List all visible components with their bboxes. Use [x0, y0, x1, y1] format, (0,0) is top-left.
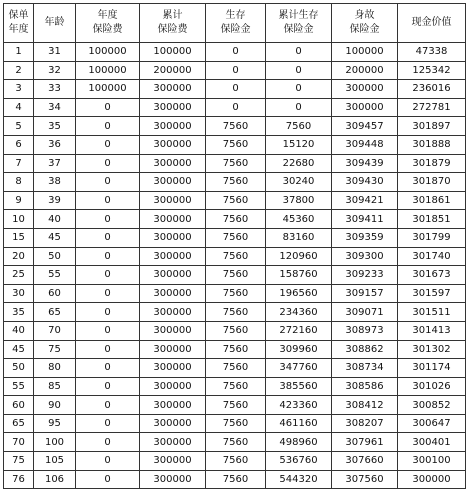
cell-age: 55 [34, 266, 76, 285]
cell-cumulative-survival-benefit: 83160 [266, 228, 332, 247]
cell-death-benefit: 309457 [332, 117, 398, 136]
cell-cumulative-survival-benefit: 544320 [266, 470, 332, 489]
header-label-line: 生存 [225, 10, 246, 21]
cell-cash-value: 301302 [398, 340, 466, 359]
header-age [34, 4, 76, 43]
cell-age: 38 [34, 173, 76, 192]
cell-annual-premium: 0 [76, 470, 140, 489]
cell-death-benefit: 200000 [332, 61, 398, 80]
cell-annual-premium: 0 [76, 154, 140, 173]
cell-age: 50 [34, 247, 76, 266]
cell-policy-year: 8 [4, 173, 34, 192]
table-row [4, 321, 466, 340]
cell-cash-value: 301026 [398, 377, 466, 396]
cell-cash-value: 47338 [398, 43, 466, 62]
cell-policy-year: 1 [4, 43, 34, 62]
cell-cumulative-premium: 300000 [140, 433, 206, 452]
cell-age: 75 [34, 340, 76, 359]
cell-age: 100 [34, 433, 76, 452]
table-row [4, 414, 466, 433]
cell-annual-premium: 0 [76, 433, 140, 452]
cell-death-benefit: 309233 [332, 266, 398, 285]
header-label-line: 身故 [354, 10, 375, 21]
cell-cumulative-survival-benefit: 15120 [266, 135, 332, 154]
cell-annual-premium: 100000 [76, 61, 140, 80]
cell-survival-benefit: 7560 [206, 191, 266, 210]
cell-death-benefit: 308734 [332, 359, 398, 378]
header-row [4, 4, 466, 43]
cell-cumulative-premium: 300000 [140, 247, 206, 266]
cell-age: 105 [34, 452, 76, 471]
cell-annual-premium: 0 [76, 135, 140, 154]
cell-death-benefit: 309071 [332, 303, 398, 322]
cell-cumulative-premium: 300000 [140, 228, 206, 247]
cell-age: 36 [34, 135, 76, 154]
cell-cash-value: 301511 [398, 303, 466, 322]
cell-cumulative-survival-benefit: 30240 [266, 173, 332, 192]
table-row [4, 284, 466, 303]
cell-cumulative-premium: 300000 [140, 359, 206, 378]
cell-cumulative-premium: 300000 [140, 210, 206, 229]
cell-cash-value: 301861 [398, 191, 466, 210]
cell-cumulative-survival-benefit: 423360 [266, 396, 332, 415]
cell-cumulative-survival-benefit: 272160 [266, 321, 332, 340]
cell-cash-value: 125342 [398, 61, 466, 80]
cell-policy-year: 50 [4, 359, 34, 378]
cell-annual-premium: 0 [76, 284, 140, 303]
cell-age: 85 [34, 377, 76, 396]
cell-cumulative-survival-benefit: 22680 [266, 154, 332, 173]
header-label-line: 年度 [97, 10, 118, 21]
cell-survival-benefit: 7560 [206, 284, 266, 303]
cell-cumulative-survival-benefit: 536760 [266, 452, 332, 471]
header-cumulative-survival-benefit [266, 4, 332, 43]
cell-survival-benefit: 7560 [206, 452, 266, 471]
cell-annual-premium: 0 [76, 414, 140, 433]
table-row [4, 80, 466, 99]
cell-cumulative-survival-benefit: 196560 [266, 284, 332, 303]
cell-survival-benefit: 7560 [206, 117, 266, 136]
cell-cumulative-survival-benefit: 120960 [266, 247, 332, 266]
header-label-line: 累计生存 [278, 10, 319, 21]
cell-annual-premium: 0 [76, 377, 140, 396]
table-row [4, 452, 466, 471]
cell-cumulative-premium: 300000 [140, 191, 206, 210]
cell-cumulative-survival-benefit: 0 [266, 43, 332, 62]
cell-death-benefit: 309359 [332, 228, 398, 247]
cell-age: 37 [34, 154, 76, 173]
cell-age: 35 [34, 117, 76, 136]
cell-survival-benefit: 7560 [206, 173, 266, 192]
table-row [4, 98, 466, 117]
cell-annual-premium: 0 [76, 452, 140, 471]
header-label-line: 保险金 [220, 24, 251, 35]
cell-age: 40 [34, 210, 76, 229]
cell-cumulative-premium: 100000 [140, 43, 206, 62]
cell-cumulative-premium: 300000 [140, 173, 206, 192]
cell-policy-year: 30 [4, 284, 34, 303]
cell-cumulative-survival-benefit: 45360 [266, 210, 332, 229]
cell-cash-value: 301597 [398, 284, 466, 303]
cell-survival-benefit: 7560 [206, 247, 266, 266]
header-label-line: 现金价值 [411, 17, 452, 28]
cell-policy-year: 65 [4, 414, 34, 433]
header-label-line: 年度 [8, 24, 29, 35]
cell-age: 106 [34, 470, 76, 489]
cell-death-benefit: 309300 [332, 247, 398, 266]
cell-age: 70 [34, 321, 76, 340]
cell-age: 45 [34, 228, 76, 247]
cell-cumulative-premium: 300000 [140, 396, 206, 415]
cell-cumulative-survival-benefit: 0 [266, 98, 332, 117]
table-body [4, 43, 466, 489]
cell-cash-value: 301879 [398, 154, 466, 173]
header-label-line: 年龄 [44, 17, 65, 28]
cell-death-benefit: 307560 [332, 470, 398, 489]
header-label-line: 保险金 [349, 24, 380, 35]
cell-cumulative-premium: 300000 [140, 377, 206, 396]
table-row [4, 210, 466, 229]
cell-cumulative-premium: 200000 [140, 61, 206, 80]
header-annual-premium [76, 4, 140, 43]
table-row [4, 396, 466, 415]
table-row [4, 61, 466, 80]
cell-policy-year: 3 [4, 80, 34, 99]
cell-cumulative-premium: 300000 [140, 470, 206, 489]
cell-cash-value: 301673 [398, 266, 466, 285]
cell-policy-year: 75 [4, 452, 34, 471]
cell-cumulative-premium: 300000 [140, 321, 206, 340]
cell-cash-value: 301888 [398, 135, 466, 154]
cell-cumulative-survival-benefit: 309960 [266, 340, 332, 359]
cell-annual-premium: 0 [76, 117, 140, 136]
cell-survival-benefit: 7560 [206, 154, 266, 173]
cell-age: 39 [34, 191, 76, 210]
cell-age: 80 [34, 359, 76, 378]
cell-policy-year: 10 [4, 210, 34, 229]
cell-death-benefit: 308862 [332, 340, 398, 359]
cell-age: 60 [34, 284, 76, 303]
cell-cumulative-premium: 300000 [140, 284, 206, 303]
cell-cumulative-premium: 300000 [140, 135, 206, 154]
table-row [4, 377, 466, 396]
cell-survival-benefit: 7560 [206, 266, 266, 285]
cell-cumulative-premium: 300000 [140, 340, 206, 359]
table-row [4, 117, 466, 136]
header-death-benefit [332, 4, 398, 43]
table-header [4, 4, 466, 43]
cell-survival-benefit: 7560 [206, 303, 266, 322]
cell-cash-value: 300000 [398, 470, 466, 489]
table-row [4, 228, 466, 247]
cell-cash-value: 300401 [398, 433, 466, 452]
cell-cumulative-survival-benefit: 37800 [266, 191, 332, 210]
cell-death-benefit: 309439 [332, 154, 398, 173]
table-row [4, 266, 466, 285]
cell-annual-premium: 0 [76, 98, 140, 117]
cell-policy-year: 45 [4, 340, 34, 359]
cell-cash-value: 301897 [398, 117, 466, 136]
cell-annual-premium: 0 [76, 247, 140, 266]
cell-policy-year: 70 [4, 433, 34, 452]
header-survival-benefit [206, 4, 266, 43]
cell-cumulative-survival-benefit: 461160 [266, 414, 332, 433]
cell-annual-premium: 100000 [76, 80, 140, 99]
cell-age: 65 [34, 303, 76, 322]
cell-annual-premium: 0 [76, 191, 140, 210]
header-label-line: 累计 [162, 10, 183, 21]
cell-cash-value: 300100 [398, 452, 466, 471]
table-row [4, 247, 466, 266]
cell-death-benefit: 308586 [332, 377, 398, 396]
insurance-benefit-table [3, 3, 466, 489]
cell-annual-premium: 0 [76, 396, 140, 415]
cell-policy-year: 35 [4, 303, 34, 322]
header-label-line: 保险费 [92, 24, 123, 35]
cell-cumulative-premium: 300000 [140, 98, 206, 117]
cell-age: 31 [34, 43, 76, 62]
cell-cumulative-premium: 300000 [140, 414, 206, 433]
cell-cash-value: 301413 [398, 321, 466, 340]
cell-annual-premium: 0 [76, 340, 140, 359]
cell-death-benefit: 300000 [332, 98, 398, 117]
cell-age: 32 [34, 61, 76, 80]
cell-death-benefit: 308207 [332, 414, 398, 433]
cell-cumulative-survival-benefit: 7560 [266, 117, 332, 136]
cell-annual-premium: 0 [76, 228, 140, 247]
cell-annual-premium: 0 [76, 266, 140, 285]
cell-annual-premium: 0 [76, 321, 140, 340]
cell-survival-benefit: 0 [206, 61, 266, 80]
cell-survival-benefit: 7560 [206, 228, 266, 247]
cell-annual-premium: 100000 [76, 43, 140, 62]
table-row [4, 191, 466, 210]
table-row [4, 470, 466, 489]
cell-cash-value: 301870 [398, 173, 466, 192]
cell-death-benefit: 309411 [332, 210, 398, 229]
cell-death-benefit: 300000 [332, 80, 398, 99]
cell-cumulative-survival-benefit: 0 [266, 61, 332, 80]
cell-cumulative-premium: 300000 [140, 154, 206, 173]
cell-cumulative-premium: 300000 [140, 266, 206, 285]
cell-policy-year: 4 [4, 98, 34, 117]
table-row [4, 135, 466, 154]
cell-cash-value: 301740 [398, 247, 466, 266]
cell-policy-year: 55 [4, 377, 34, 396]
cell-survival-benefit: 7560 [206, 377, 266, 396]
cell-survival-benefit: 7560 [206, 135, 266, 154]
cell-policy-year: 2 [4, 61, 34, 80]
cell-policy-year: 7 [4, 154, 34, 173]
cell-survival-benefit: 7560 [206, 414, 266, 433]
cell-survival-benefit: 7560 [206, 321, 266, 340]
cell-death-benefit: 308973 [332, 321, 398, 340]
cell-annual-premium: 0 [76, 210, 140, 229]
cell-death-benefit: 307660 [332, 452, 398, 471]
cell-cumulative-survival-benefit: 498960 [266, 433, 332, 452]
cell-cumulative-premium: 300000 [140, 303, 206, 322]
table-row [4, 43, 466, 62]
cell-cash-value: 300852 [398, 396, 466, 415]
cell-cumulative-survival-benefit: 234360 [266, 303, 332, 322]
cell-annual-premium: 0 [76, 173, 140, 192]
cell-death-benefit: 308412 [332, 396, 398, 415]
cell-policy-year: 25 [4, 266, 34, 285]
cell-policy-year: 76 [4, 470, 34, 489]
cell-cash-value: 236016 [398, 80, 466, 99]
cell-policy-year: 15 [4, 228, 34, 247]
cell-cumulative-survival-benefit: 385560 [266, 377, 332, 396]
cell-policy-year: 6 [4, 135, 34, 154]
cell-policy-year: 5 [4, 117, 34, 136]
header-label-line: 保险费 [157, 24, 188, 35]
cell-policy-year: 9 [4, 191, 34, 210]
cell-survival-benefit: 0 [206, 43, 266, 62]
cell-annual-premium: 0 [76, 303, 140, 322]
cell-cumulative-survival-benefit: 347760 [266, 359, 332, 378]
cell-cash-value: 301174 [398, 359, 466, 378]
cell-death-benefit: 309157 [332, 284, 398, 303]
cell-cumulative-survival-benefit: 158760 [266, 266, 332, 285]
cell-survival-benefit: 7560 [206, 433, 266, 452]
cell-cash-value: 300647 [398, 414, 466, 433]
cell-cash-value: 301799 [398, 228, 466, 247]
cell-cumulative-premium: 300000 [140, 452, 206, 471]
cell-death-benefit: 100000 [332, 43, 398, 62]
cell-age: 95 [34, 414, 76, 433]
cell-age: 34 [34, 98, 76, 117]
cell-death-benefit: 309421 [332, 191, 398, 210]
cell-survival-benefit: 7560 [206, 210, 266, 229]
table-row [4, 173, 466, 192]
cell-cumulative-premium: 300000 [140, 80, 206, 99]
cell-policy-year: 40 [4, 321, 34, 340]
table-row [4, 359, 466, 378]
cell-age: 90 [34, 396, 76, 415]
cell-annual-premium: 0 [76, 359, 140, 378]
header-label-line: 保险金 [283, 24, 314, 35]
header-cumulative-premium [140, 4, 206, 43]
cell-death-benefit: 309448 [332, 135, 398, 154]
table-row [4, 340, 466, 359]
cell-death-benefit: 307961 [332, 433, 398, 452]
benefit-table-container [3, 3, 466, 489]
cell-cumulative-premium: 300000 [140, 117, 206, 136]
table-row [4, 303, 466, 322]
table-row [4, 433, 466, 452]
header-label-line: 保单 [8, 10, 29, 21]
cell-survival-benefit: 7560 [206, 359, 266, 378]
cell-age: 33 [34, 80, 76, 99]
table-row [4, 154, 466, 173]
cell-cumulative-survival-benefit: 0 [266, 80, 332, 99]
cell-survival-benefit: 0 [206, 80, 266, 99]
cell-survival-benefit: 0 [206, 98, 266, 117]
cell-survival-benefit: 7560 [206, 396, 266, 415]
cell-cash-value: 301851 [398, 210, 466, 229]
header-policy-year [4, 4, 34, 43]
cell-survival-benefit: 7560 [206, 470, 266, 489]
header-cash-value [398, 4, 466, 43]
cell-policy-year: 60 [4, 396, 34, 415]
cell-survival-benefit: 7560 [206, 340, 266, 359]
cell-policy-year: 20 [4, 247, 34, 266]
cell-death-benefit: 309430 [332, 173, 398, 192]
cell-cash-value: 272781 [398, 98, 466, 117]
